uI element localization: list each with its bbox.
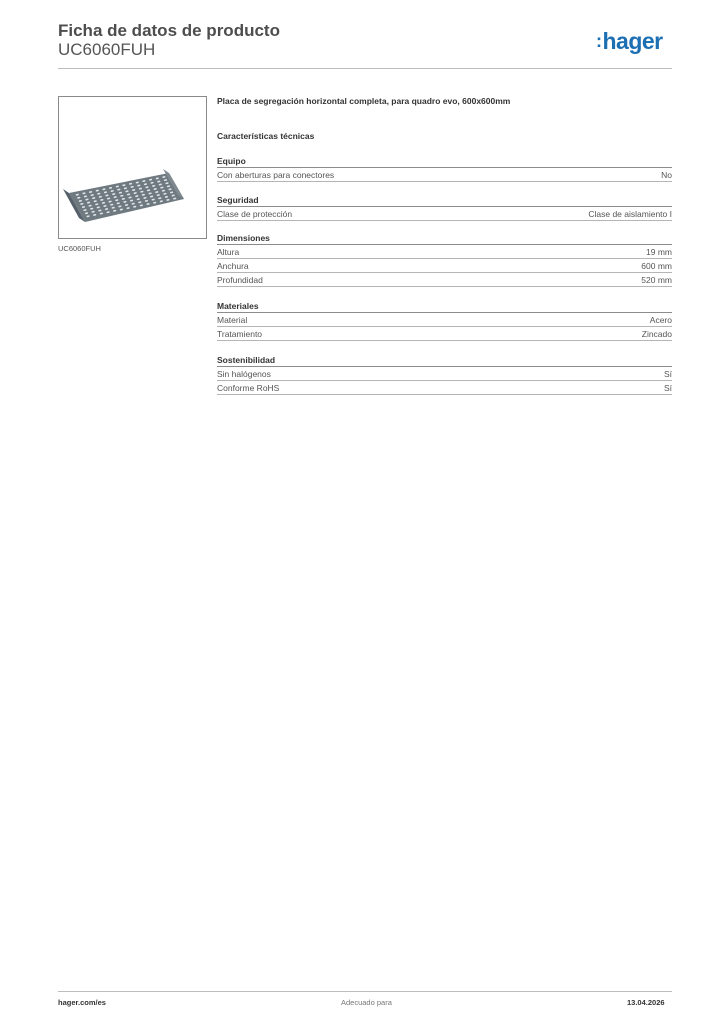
- section-materiales: [217, 300, 672, 341]
- image-caption: UC6060FUH: [58, 244, 101, 253]
- section-equipo: [217, 155, 672, 182]
- spec-value: 600 mm: [641, 261, 672, 271]
- characteristics-title: Características técnicas: [217, 131, 315, 141]
- spec-row: [217, 273, 672, 287]
- section-title: Seguridad: [217, 194, 672, 207]
- spec-row: [217, 259, 672, 273]
- spec-row: [217, 367, 672, 381]
- hager-logo: :hager: [596, 28, 663, 54]
- spec-value: 520 mm: [641, 275, 672, 285]
- section-sostenibilidad: [217, 354, 672, 395]
- spec-label: Clase de protección: [217, 209, 293, 219]
- spec-row: [217, 168, 672, 182]
- spec-value: No: [661, 170, 672, 180]
- spec-label: Con aberturas para conectores: [217, 170, 335, 180]
- spec-label: Material: [217, 315, 248, 325]
- spec-value: Zincado: [641, 329, 672, 339]
- footer-website[interactable]: hager.com/es: [58, 998, 106, 1007]
- spec-label: Tratamiento: [217, 329, 263, 339]
- spec-value: Acero: [649, 315, 672, 325]
- section-dimensiones: [217, 232, 672, 287]
- spec-row: [217, 245, 672, 259]
- spec-value: 19 mm: [646, 247, 672, 257]
- spec-label: Conforme RoHS: [217, 383, 280, 393]
- document-title: Ficha de datos de producto: [58, 21, 280, 40]
- spec-value: Sí: [663, 369, 672, 379]
- section-title: Materiales: [217, 300, 672, 313]
- spec-label: Altura: [217, 247, 240, 257]
- product-description: Placa de segregación horizontal completa, para quadro evo, 600x600mm: [217, 96, 511, 106]
- section-title: Sostenibilidad: [217, 354, 672, 367]
- section-seguridad: [217, 194, 672, 221]
- logo-text: hager: [602, 28, 663, 54]
- spec-row: [217, 381, 672, 395]
- perforated-plate-image: [59, 97, 206, 238]
- spec-label: Anchura: [217, 261, 249, 271]
- spec-row: [217, 313, 672, 327]
- footer-date: 13.04.2026: [627, 998, 665, 1007]
- spec-value: Sí: [663, 383, 672, 393]
- section-title: Equipo: [217, 155, 672, 168]
- spec-value: Clase de aislamiento I: [588, 209, 672, 219]
- spec-row: [217, 327, 672, 341]
- header-divider: [58, 68, 672, 69]
- product-image: [58, 96, 207, 239]
- spec-label: Sin halógenos: [217, 369, 271, 379]
- section-title: Dimensiones: [217, 232, 672, 245]
- product-code: UC6060FUH: [58, 40, 156, 59]
- spec-row: [217, 207, 672, 221]
- footer-center-text: Adecuado para: [341, 998, 392, 1007]
- footer-divider: [58, 991, 672, 992]
- spec-label: Profundidad: [217, 275, 263, 285]
